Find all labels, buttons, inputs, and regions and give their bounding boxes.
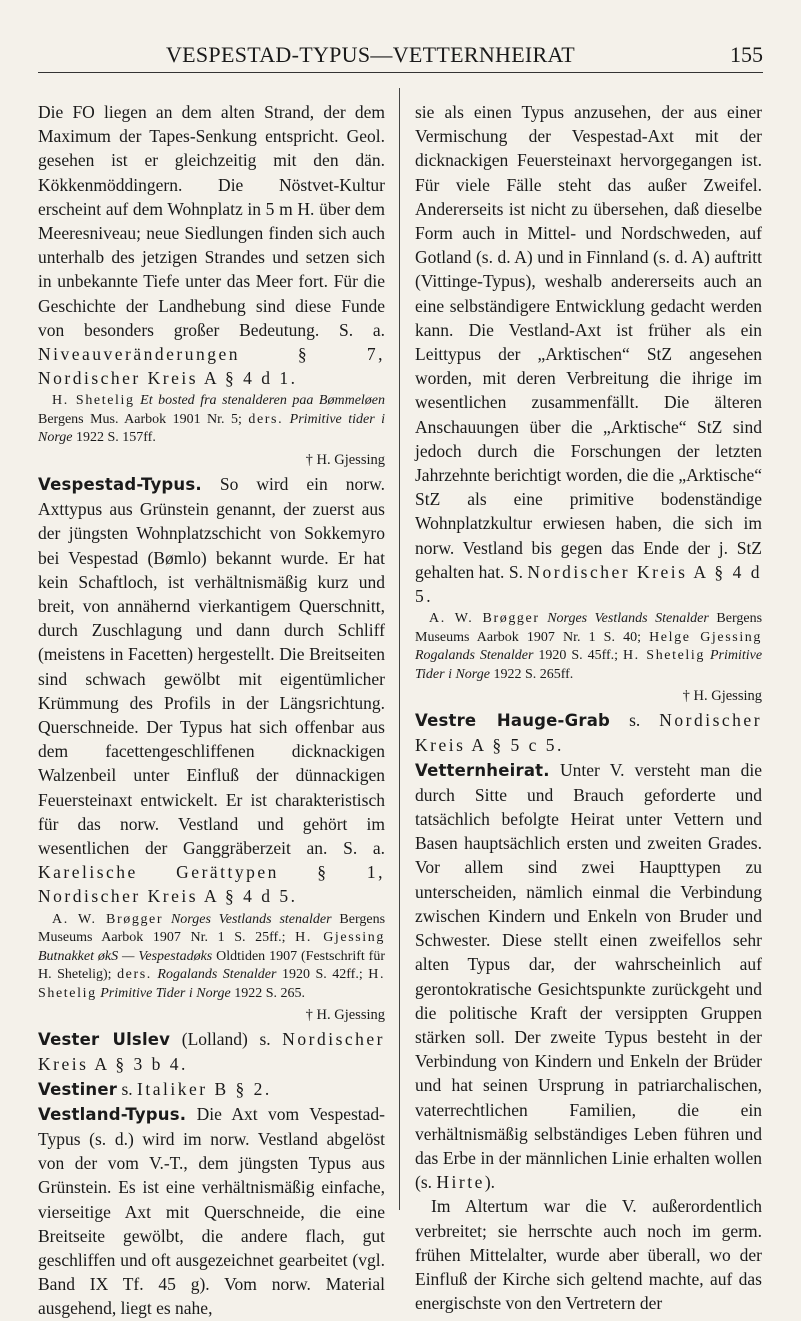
page-number: 155 xyxy=(730,42,763,67)
header-rule xyxy=(38,72,763,73)
entry-vetternheirat: Vetternheirat. Unter V. versteht man die durch Sitte und Brauch geforderte und tatsächlich befolgte Heirat unter Vettern und Basen hauptsächlich ersten und zweiten Grades. Vor allem sind zwei Haupttypen zu unterscheiden, nämlich einmal die Verbindung zwischen Kindern und Enkeln von Bruder und Schwester. Diese stellt einen zweifellos sehr alten Typus dar, der wahrscheinlich auf gerontokratische Gesichtspunkte zurückgeht und die politische Kraft der versippten Gruppen stärken soll. Der zweite Typus besteht in der Verbindung von Kindern und Enkeln der Brüder und hat seinen Ursprung in patriarchalischen, vaterrechtlichen Familien, die ein verhältnismäßig selbständiges Leben führen und das Erbe in der männlichen Linie erhalten wollen (s. Hirte). xyxy=(415,759,762,1193)
bibliography-entry: A. W. Brøgger Norges Vestlands Stenalder Bergens Museums Aarbok 1907 Nr. 1 S. 40; Helge Gjessing Rogalands Stenalder 1920 S. 45ff.; H. Shetelig Primitive Tider i Norge 1922 S. 265ff. xyxy=(415,611,763,682)
headword: Vestland-Typus. xyxy=(38,1104,187,1124)
author-signature: † H. Gjessing xyxy=(305,1007,385,1024)
cross-reference: Karelische Gerättypen § 1, Nordischer Kreis A § 4 d 5. xyxy=(38,862,385,907)
cross-reference: Niveauveränderungen § 7, Nordischer Kreis A § 4 d 1. xyxy=(38,344,385,389)
cross-reference: Nordischer Kreis A § 3 b 4. xyxy=(38,1029,386,1075)
paragraph: sie als einen Typus anzusehen, der aus einer Vermischung der Vespestad-Axt mit der dicknackigen Feuersteinaxt hervorgegangen ist. Für viele Fälle steht das außer Zweifel. Andererseits ist nicht zu übersehen, daß dieselbe Form auch in Mittel- und Nordschweden, auf Gotland (s. d. A) und in Finnland (s. d. A) auftritt (Vittinge-Typus), weshalb andererseits auch an eine selbständigere Entwicklung gedacht werden kann. Die Vestland-Axt ist früher als ein Leittypus der „Arktischen“ StZ angesehen worden, mit deren Verbreitung die ihrige im wesentlichen zusammenfällt. Die älteren Anschauungen über die „Arktische“ StZ sind jedoch durch die Forschungen der letzten Jahrzehnte berichtigt worden, die die „Arktische“ StZ als eine primitive bodenständige Wohnplatzkultur erwiesen haben, die sich im norw. Vestland bis gegen das Ende der j. StZ gehalten hat. S. Nordischer Kreis A § 4 d 5. xyxy=(415,102,762,607)
author-signature: † H. Gjessing xyxy=(305,451,385,468)
entry-vestiner: Vestiner s. Italiker B § 2. xyxy=(38,1078,272,1099)
cross-reference: Nordischer Kreis A § 4 d 5. xyxy=(415,561,762,607)
entry-vestre-hauge-grab: Vestre Hauge-Grab s. Nordischer Kreis A § 5 c 5. xyxy=(415,710,763,756)
entry-vespestad-typus: Vespestad-Typus. So wird ein norw. Axttypus aus Grünstein genannt, der zuerst aus der jüngsten Wohnplatzschicht von Sokkemyro bei Vespestad (Bømlo) bekannt wurde. Er hat kein Schaftloch, ist verhältnismäßig kurz und breit, von annähernd vierkantigem Querschnitt, durch Zuschlagung und dann durch Schliff (meistens in Facetten) hergestellt. Die Breitseiten sind schwach gewölbt mit eigentümlicher Krümmung des Profils in der Längsrichtung. Querschneide. Der Typus hat sich offenbar aus dem facettengeschliffenen dicknackigen Walzenbeil unter Einfluß der dünnackigen Feuersteinaxt entwickelt. Er ist charakteristisch für das norw. Vestland und gehört im wesentlichen der Ganggräberzeit an. S. a. Karelische Gerättypen § 1, Nordischer Kreis A § 4 d 5. xyxy=(38,473,385,907)
page-header xyxy=(38,42,763,74)
headword: Vetternheirat. xyxy=(415,760,550,780)
bibliography-entry: H. Shetelig Et bosted fra stenalderen paa Bømmeløen Bergens Mus. Aarbok 1901 Nr. 5; ders. Primitive tider i Norge 1922 S. 157ff. xyxy=(38,393,386,446)
author-signature: † H. Gjessing xyxy=(682,688,762,705)
right-column xyxy=(415,100,762,1315)
paragraph: Die FO liegen an dem alten Strand, der dem Maximum der Tapes-Senkung entspricht. Geol. gesehen ist er gleichzeitig mit den dän. Kökkenmöddingern. Die Nöstvet-Kultur erscheint auf dem Wohnplatz in 5 m H. über dem Meeresniveau; neue Siedlungen finden sich auch unterhalb des jetzigen Strandes und setzen sich in unbekannte Tiefe unter das Meer fort. Für die Geschichte der Landhebung sind diese Funde von besonders großer Bedeutung. S. a. Niveauveränderungen § 7, Nordischer Kreis A § 4 d 1. xyxy=(38,102,385,389)
headword: Vespestad-Typus. xyxy=(38,474,202,494)
headword: Vester Ulslev xyxy=(38,1030,171,1050)
bibliography-entry: A. W. Brøgger Norges Vestlands stenalder Bergens Museums Aarbok 1907 Nr. 1 S. 25ff.; H. Gjessing Butnakket økS — Vespestadøks Oldtiden 1907 (Festschrift für H. Shetelig); ders. Rogalands Stenalder 1920 S. 42ff.; H. Shetelig Primitive Tider i Norge 1922 S. 265. xyxy=(38,911,386,1001)
paragraph: Im Altertum war die V. außerordentlich verbreitet; sie herrschte auch noch im germ. frühen Mittelalter, wurde aber überall, wo der Einfluß der Kirche sich geltend machte, auf das energischste von den Vertretern der xyxy=(415,1196,762,1314)
headword: Vestre Hauge-Grab xyxy=(415,711,611,731)
entry-vester-ulslev: Vester Ulslev (Lolland) s. Nordischer Kreis A § 3 b 4. xyxy=(38,1029,386,1075)
cross-reference: Hirte xyxy=(436,1172,485,1193)
running-head: VESPESTAD-TYPUS—VETTERNHEIRAT xyxy=(165,42,576,67)
left-column xyxy=(38,100,385,1321)
cross-reference: Nordischer Kreis A § 5 c 5. xyxy=(415,710,763,756)
cross-reference: Italiker B § 2. xyxy=(137,1078,272,1099)
entry-vestland-typus: Vestland-Typus. Die Axt vom Vespestad-Typus (s. d.) wird im norw. Vestland abgelöst von der vom V.-T., dem jüngsten Typus aus Grünstein. Es ist eine verhältnismäßig einfache, vierseitige Axt mit Querschneide, die eine Breitseite gewölbt, die andere flach, gut geschliffen und oft ausgezeichnet gearbeitet (vgl. Band IX Tf. 45 g). Vom norw. Material ausgehend, liegt es nahe, xyxy=(38,1103,385,1319)
headword: Vestiner xyxy=(38,1079,118,1099)
column-divider xyxy=(399,88,400,1210)
